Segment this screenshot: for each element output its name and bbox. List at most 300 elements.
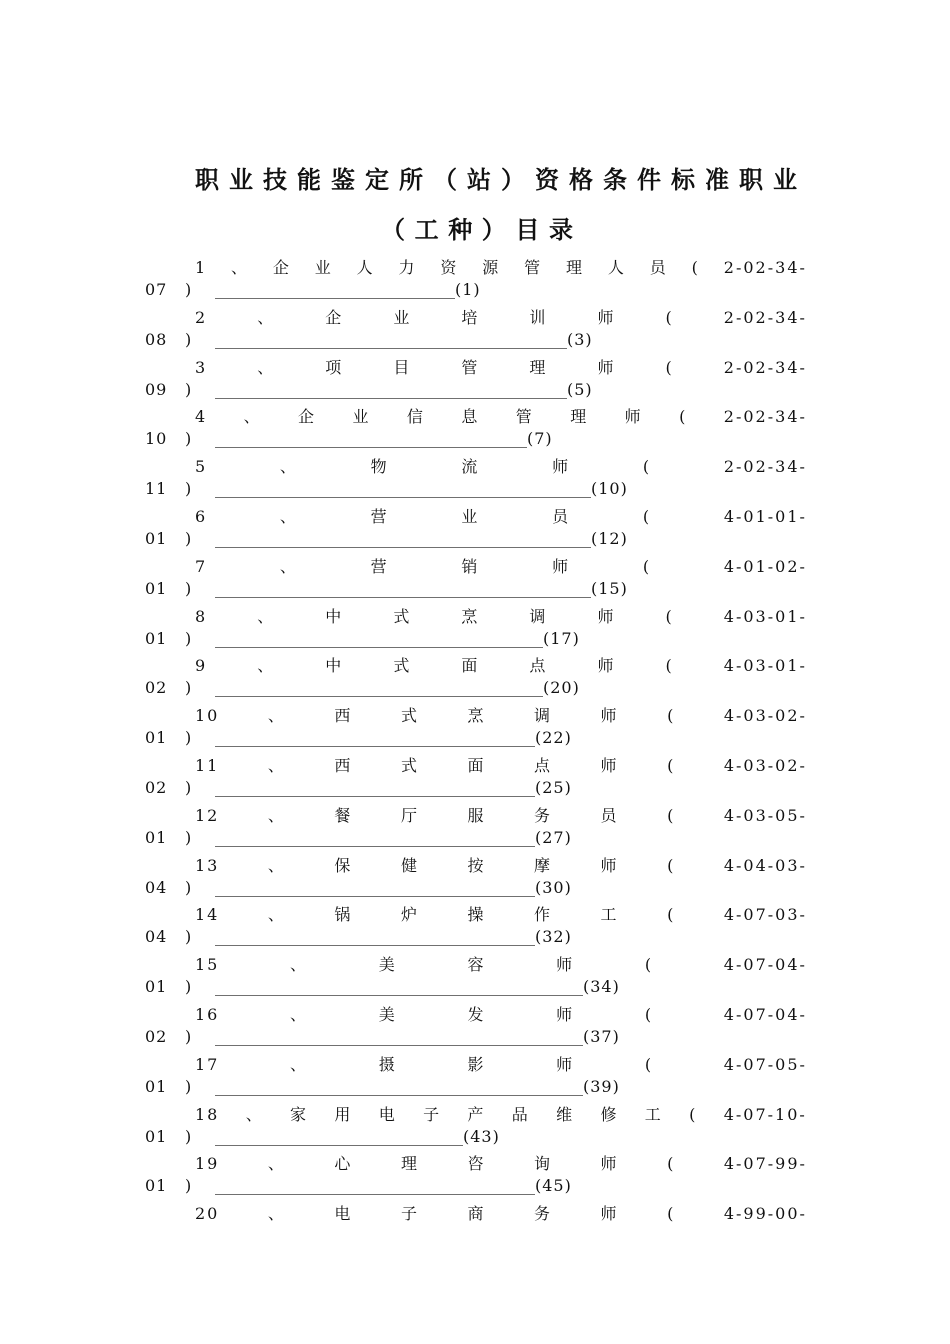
entry-name-char: 师 (597, 606, 616, 626)
toc-entry-line2 (145, 1176, 572, 1200)
entry-number: 16 (195, 1005, 220, 1024)
entry-leader-dots: ________________________________________ (215, 877, 535, 897)
toc-entry-line2 (145, 479, 628, 503)
entry-separator: 、 (267, 756, 286, 775)
entry-close-paren: ) (185, 1027, 193, 1046)
entry-name-char: 师 (556, 1005, 575, 1024)
toc-entry (145, 255, 807, 305)
entry-code-part2: 09 (145, 379, 168, 399)
title-char: 件 (637, 166, 661, 194)
entry-open-paren: ( (644, 1005, 654, 1024)
entry-open-paren: ( (642, 556, 652, 576)
entry-name-char: 师 (556, 1054, 575, 1074)
entry-name-char: 商 (467, 1204, 486, 1224)
toc-entry-line1 (195, 305, 807, 329)
entry-code-part1: 4-03-01- (723, 606, 807, 626)
entry-name-char: 式 (393, 656, 412, 676)
entry-code-part1: 4-03-02- (723, 756, 807, 775)
entry-number: 7 (195, 556, 208, 576)
entry-name-char: 理 (529, 357, 548, 377)
toc-entry (145, 554, 807, 604)
entry-separator: 、 (267, 855, 286, 875)
entry-leader-dots: ________________________________________ (215, 728, 535, 748)
toc-entry-line2 (145, 1077, 620, 1101)
entry-name-char: 管 (461, 357, 480, 377)
entry-name-char: 信 (406, 407, 425, 427)
subtitle-char: （ (381, 216, 405, 244)
entry-name-char: 理 (566, 258, 585, 277)
entry-close-paren: ) (185, 927, 193, 947)
subtitle-char: 工 (414, 216, 439, 244)
toc-entry-line2 (145, 280, 481, 304)
toc-entry-line1 (195, 853, 807, 877)
entry-name-char: 子 (400, 1204, 419, 1224)
entry-close-paren: ) (185, 778, 193, 797)
entry-page-number: (5) (567, 379, 593, 399)
toc-entry (145, 703, 807, 753)
subtitle-char: ） (481, 216, 506, 244)
entry-number: 1 (195, 258, 208, 277)
entry-leader-dots: ______________________________________________ (215, 977, 583, 997)
entry-code-part1: 4-04-03- (723, 855, 807, 875)
entry-open-paren: ( (642, 507, 652, 526)
toc-entry-line2 (145, 529, 628, 553)
entry-name-char: 摄 (378, 1054, 397, 1074)
entry-code-part2: 10 (145, 429, 168, 449)
entry-separator: 、 (267, 706, 286, 726)
entry-code-part1: 4-07-04- (723, 955, 807, 975)
entry-name-char: 员 (552, 507, 571, 526)
toc-entry-line2 (145, 778, 572, 802)
entry-name-char: 锅 (334, 905, 353, 925)
entry-name-char: 电 (378, 1104, 397, 1124)
entry-page-number: (10) (591, 479, 628, 499)
entry-name-char: 按 (467, 855, 486, 875)
entry-name-char: 项 (325, 357, 344, 377)
entry-code-part1: 4-07-10- (723, 1104, 807, 1124)
entry-number: 3 (195, 357, 208, 377)
toc-entry-line1 (195, 1002, 807, 1026)
entry-code-part2: 01 (145, 977, 168, 997)
entry-page-number: (3) (567, 329, 593, 349)
entry-close-paren: ) (185, 529, 193, 548)
entry-name-char: 务 (534, 1204, 553, 1224)
entry-separator: 、 (290, 1054, 309, 1074)
entry-close-paren: ) (185, 827, 193, 847)
entry-close-paren: ) (185, 678, 193, 698)
entry-code-part1: 2-02-34- (723, 457, 807, 477)
entry-close-paren: ) (185, 379, 193, 399)
entry-name-char: 师 (597, 357, 616, 377)
title-line-2 (381, 210, 573, 245)
entry-name-char: 工 (644, 1104, 663, 1124)
entry-name-char: 源 (482, 258, 501, 277)
toc-entry-line1 (195, 604, 807, 628)
entry-name-char: 师 (597, 656, 616, 676)
entry-page-number: (20) (543, 678, 580, 698)
toc-entry-line2 (145, 878, 572, 902)
entry-name-char: 餐 (334, 805, 353, 825)
entry-name-char: 面 (461, 656, 480, 676)
toc-entry (145, 1151, 807, 1201)
entry-leader-dots: _______________________________ (215, 1126, 463, 1146)
entry-number: 18 (195, 1104, 220, 1124)
entry-name-char: 目 (393, 357, 412, 377)
entry-number: 8 (195, 606, 208, 626)
toc-entry-line2 (145, 429, 553, 453)
toc-entry-line2 (145, 728, 572, 752)
toc-entry (145, 1002, 807, 1052)
title-char: 定 (365, 166, 389, 194)
entry-name-char: 调 (534, 706, 553, 726)
entry-leader-dots: ____________________________________________ (215, 379, 567, 399)
entry-page-number: (1) (455, 280, 481, 299)
subtitle-char: 录 (548, 216, 573, 244)
entry-name-char: 人 (356, 258, 375, 277)
entry-leader-dots: _______________________________________________ (215, 578, 591, 598)
toc-entry (145, 853, 807, 903)
entry-code-part1: 4-01-02- (723, 556, 807, 576)
page-title (145, 160, 807, 195)
entry-name-char: 业 (352, 407, 371, 427)
entry-name-char: 物 (370, 457, 389, 477)
entry-name-char: 企 (325, 307, 344, 327)
entry-name-char: 力 (398, 258, 417, 277)
entry-name-char: 培 (461, 307, 480, 327)
toc-entry (145, 504, 807, 554)
toc-entry-line1 (195, 803, 807, 827)
entry-page-number: (32) (535, 927, 572, 947)
entry-name-char: 管 (524, 258, 543, 277)
entry-name-char: 训 (529, 307, 548, 327)
toc-entry-line1 (195, 1201, 807, 1225)
toc-entry (145, 404, 807, 454)
entry-name-char: 师 (552, 556, 571, 576)
entry-open-paren: ( (667, 905, 676, 925)
entry-leader-dots: _________________________________________ (215, 678, 543, 698)
title-char: 格 (569, 166, 593, 194)
entry-name-char: 工 (600, 905, 619, 925)
entry-number: 4 (195, 407, 208, 427)
entry-separator: 、 (243, 407, 262, 427)
entry-name-char: 厅 (400, 805, 419, 825)
toc-entry (145, 803, 807, 853)
entry-name-char: 品 (511, 1104, 530, 1124)
entry-name-char: 人 (607, 258, 626, 277)
title-char: 鉴 (331, 166, 355, 194)
entry-name-char: 流 (461, 457, 480, 477)
entry-name-char: 式 (400, 756, 419, 775)
toc-entry-line1 (195, 902, 807, 926)
entry-name-char: 咨 (467, 1154, 486, 1174)
toc-entry-line1 (195, 1052, 807, 1076)
toc-entry (145, 952, 807, 1002)
entry-name-char: 师 (597, 307, 616, 327)
entry-open-paren: ( (667, 706, 676, 726)
toc-entry-line2 (145, 678, 580, 702)
entry-leader-dots: ________________________________________ (215, 927, 535, 947)
entry-code-part1: 4-03-01- (723, 656, 807, 676)
title-char: 站 (467, 166, 491, 194)
title-char: 职 (195, 166, 219, 194)
entry-name-char: 营 (370, 507, 389, 526)
entry-close-paren: ) (185, 329, 193, 349)
entry-name-char: 营 (370, 556, 389, 576)
entry-close-paren: ) (185, 578, 193, 598)
toc-entry-line2 (145, 977, 620, 1001)
entry-code-part2: 01 (145, 529, 168, 548)
entry-separator: 、 (245, 1104, 264, 1124)
entry-name-char: 家 (290, 1104, 309, 1124)
entry-name-char: 师 (552, 457, 571, 477)
entry-number: 19 (195, 1154, 220, 1174)
entry-name-char: 摩 (534, 855, 553, 875)
entry-page-number: (43) (463, 1126, 500, 1146)
entry-code-part2: 01 (145, 578, 168, 598)
entry-number: 2 (195, 307, 208, 327)
title-char: 技 (263, 166, 287, 194)
entry-number: 6 (195, 507, 208, 526)
entry-separator: 、 (267, 905, 286, 925)
entry-name-char: 业 (314, 258, 333, 277)
title-char: （ (433, 166, 457, 194)
title-char: 标 (671, 166, 695, 194)
entry-number: 5 (195, 457, 208, 477)
entry-name-char: 务 (534, 805, 553, 825)
entry-separator: 、 (257, 307, 276, 327)
entry-leader-dots: ________________________________________ (215, 1176, 535, 1196)
entry-open-paren: ( (691, 258, 700, 277)
title-char: 准 (705, 166, 729, 194)
title-char: 职 (739, 166, 763, 194)
entry-name-char: 员 (600, 805, 619, 825)
entry-name-char: 烹 (461, 606, 480, 626)
entry-page-number: (45) (535, 1176, 572, 1196)
title-char: 业 (773, 166, 797, 194)
toc-entry-line1 (195, 355, 807, 379)
entry-leader-dots: ______________________________________________ (215, 1027, 583, 1046)
entry-code-part2: 02 (145, 1027, 168, 1046)
entry-code-part2: 02 (145, 678, 168, 698)
entry-leader-dots: _________________________________________ (215, 628, 543, 648)
entry-open-paren: ( (665, 606, 674, 626)
toc-entry (145, 753, 807, 803)
entry-code-part2: 01 (145, 728, 168, 748)
entry-name-char: 师 (600, 756, 619, 775)
entry-separator: 、 (290, 1005, 309, 1024)
toc-entry-line1 (195, 454, 807, 478)
entry-open-paren: ( (665, 307, 674, 327)
toc-entry-line1 (195, 1102, 807, 1126)
entry-open-paren: ( (689, 1104, 698, 1124)
entry-name-char: 调 (529, 606, 548, 626)
entry-number: 10 (195, 706, 220, 726)
entry-code-part1: 4-03-02- (723, 706, 807, 726)
subtitle-char: 种 (448, 216, 473, 244)
entry-open-paren: ( (642, 457, 652, 477)
entry-separator: 、 (290, 955, 309, 975)
entry-name-char: 产 (467, 1104, 486, 1124)
entry-leader-dots: ______________________________________________ (215, 1076, 583, 1096)
entry-leader-dots: ________________________________________ (215, 778, 535, 797)
entry-leader-dots: _______________________________________________ (215, 479, 591, 499)
title-char: ） (501, 166, 525, 194)
entry-name-char: 维 (556, 1104, 575, 1124)
entry-name-char: 企 (272, 258, 291, 277)
entry-number: 9 (195, 656, 208, 676)
entry-number: 12 (195, 805, 220, 825)
entry-close-paren: ) (185, 728, 193, 748)
entry-separator: 、 (267, 1154, 286, 1174)
title-char: 能 (297, 166, 321, 194)
entry-close-paren: ) (185, 1076, 193, 1096)
entry-name-char: 理 (400, 1154, 419, 1174)
entry-number: 15 (195, 955, 220, 975)
entry-open-paren: ( (667, 1204, 676, 1224)
title-char: 条 (603, 166, 627, 194)
entry-code-part1: 4-07-99- (723, 1154, 807, 1174)
entry-code-part2: 02 (145, 778, 168, 797)
entry-open-paren: ( (644, 955, 654, 975)
toc-entry (145, 653, 807, 703)
entry-name-char: 子 (423, 1104, 442, 1124)
entry-name-char: 用 (334, 1104, 353, 1124)
toc-entry (145, 355, 807, 405)
entry-code-part1: 2-02-34- (723, 407, 807, 427)
entry-code-part1: 4-07-05- (723, 1054, 807, 1074)
entry-page-number: (7) (527, 429, 553, 449)
toc-entry-line1 (195, 554, 807, 578)
toc-entry (145, 454, 807, 504)
toc-entry (145, 902, 807, 952)
toc-entry-line1 (195, 1151, 807, 1175)
entry-separator: 、 (231, 258, 250, 277)
toc-entry-line2 (145, 330, 593, 354)
entry-name-char: 心 (334, 1154, 353, 1174)
entry-name-char: 中 (325, 606, 344, 626)
subtitle-char: 目 (515, 216, 540, 244)
entry-code-part2: 04 (145, 927, 168, 947)
entry-code-part2: 07 (145, 280, 168, 299)
toc-entry-line2 (145, 828, 572, 852)
entry-name-char: 面 (467, 756, 486, 775)
entry-leader-dots: ____________________________________________ (215, 329, 567, 349)
toc-entry-line1 (195, 255, 807, 279)
entry-code-part1: 2-02-34- (723, 258, 807, 277)
entry-leader-dots: ________________________________________ (215, 827, 535, 847)
toc-entry-line2 (145, 380, 593, 404)
toc-entry (145, 1052, 807, 1102)
entry-separator: 、 (279, 556, 298, 576)
entry-code-part2: 11 (145, 479, 168, 499)
entry-name-char: 健 (400, 855, 419, 875)
entry-page-number: (17) (543, 628, 580, 648)
entry-open-paren: ( (667, 1154, 676, 1174)
entry-open-paren: ( (667, 855, 676, 875)
entry-name-char: 销 (461, 556, 480, 576)
entry-name-char: 美 (378, 955, 397, 975)
toc-entry-line2 (145, 629, 580, 653)
toc-entry (145, 305, 807, 355)
entry-number: 20 (195, 1204, 220, 1224)
entry-number: 14 (195, 905, 220, 925)
entry-name-char: 师 (600, 1154, 619, 1174)
entry-page-number: (12) (591, 529, 628, 548)
entry-page-number: (39) (583, 1076, 620, 1096)
entry-close-paren: ) (185, 977, 193, 997)
title-char: 业 (229, 166, 253, 194)
toc-entry-line2 (145, 1027, 620, 1051)
entry-open-paren: ( (667, 756, 676, 775)
entry-name-char: 管 (515, 407, 534, 427)
entry-leader-dots: _______________________________________________ (215, 529, 591, 548)
entry-close-paren: ) (185, 877, 193, 897)
toc-entry-line1 (195, 404, 807, 428)
entry-code-part1: 2-02-34- (723, 307, 807, 327)
entry-name-char: 企 (298, 407, 317, 427)
entry-close-paren: ) (185, 1176, 193, 1196)
entry-name-char: 中 (325, 656, 344, 676)
entry-code-part2: 01 (145, 1126, 168, 1146)
entry-name-char: 师 (600, 1204, 619, 1224)
entry-name-char: 业 (461, 507, 480, 526)
title-line-1 (195, 160, 797, 195)
entry-page-number: (22) (535, 728, 572, 748)
entry-open-paren: ( (644, 1054, 654, 1074)
entry-name-char: 美 (378, 1005, 397, 1024)
entry-name-char: 容 (467, 955, 486, 975)
entry-name-char: 业 (393, 307, 412, 327)
entry-close-paren: ) (185, 628, 193, 648)
title-char: 资 (535, 166, 559, 194)
page-subtitle (145, 210, 807, 245)
entry-code-part1: 4-07-04- (723, 1005, 807, 1024)
toc-entry-line1 (195, 504, 807, 528)
entry-name-char: 点 (529, 656, 548, 676)
toc-entry-line2 (145, 927, 572, 951)
entry-page-number: (30) (535, 877, 572, 897)
entry-name-char: 修 (600, 1104, 619, 1124)
entry-code-part2: 01 (145, 827, 168, 847)
entry-code-part2: 08 (145, 329, 168, 349)
toc-entry-line1 (195, 653, 807, 677)
entry-name-char: 师 (624, 407, 643, 427)
entry-separator: 、 (257, 606, 276, 626)
toc-entry (145, 1201, 807, 1251)
entry-number: 17 (195, 1054, 220, 1074)
entry-separator: 、 (267, 1204, 286, 1224)
entry-name-char: 服 (467, 805, 486, 825)
entry-name-char: 保 (334, 855, 353, 875)
entry-separator: 、 (279, 457, 298, 477)
entry-name-char: 师 (600, 706, 619, 726)
entry-close-paren: ) (185, 280, 193, 299)
entry-name-char: 师 (556, 955, 575, 975)
entry-separator: 、 (279, 507, 298, 526)
toc-entry-line2 (145, 1127, 500, 1151)
entry-name-char: 询 (534, 1154, 553, 1174)
entry-name-char: 操 (467, 905, 486, 925)
entry-name-char: 理 (570, 407, 589, 427)
entry-name-char: 师 (600, 855, 619, 875)
toc-entry-line1 (195, 952, 807, 976)
entry-code-part1: 4-03-05- (723, 805, 807, 825)
entry-page-number: (37) (583, 1027, 620, 1046)
entry-open-paren: ( (679, 407, 688, 427)
toc-entry-line2 (145, 579, 628, 603)
entry-leader-dots: _______________________________________ (215, 429, 527, 449)
entry-open-paren: ( (667, 805, 676, 825)
